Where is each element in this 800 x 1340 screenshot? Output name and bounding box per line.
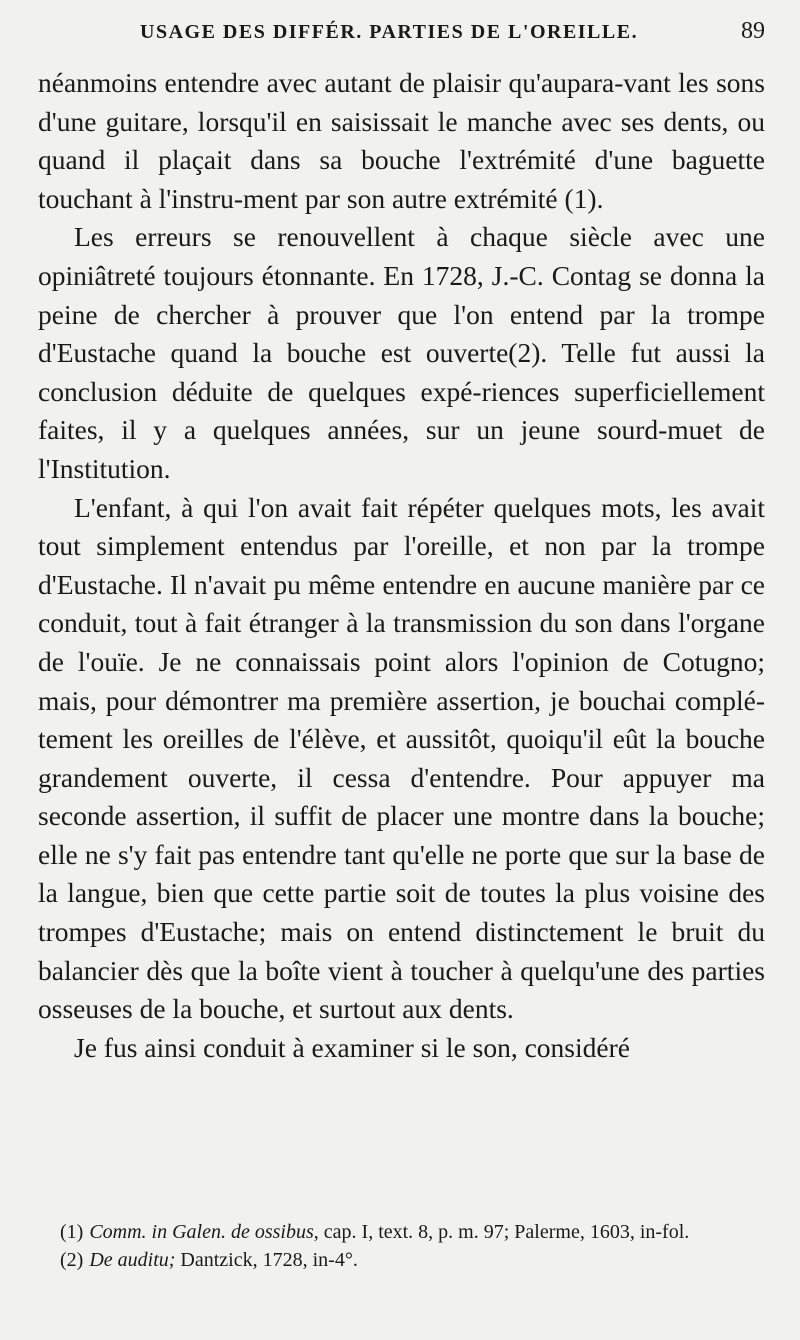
footnote-mark: (2) bbox=[60, 1249, 84, 1271]
footnote-citation: Dantzick, 1728, in-4°. bbox=[175, 1249, 358, 1271]
footnote-title: Comm. in Galen. de ossibus bbox=[89, 1221, 314, 1243]
paragraph: Je fus ainsi conduit à examiner si le son, considéré bbox=[74, 1031, 630, 1063]
paragraph-continued: néanmoins entendre avec autant de plaisir qu'aupara-vant les sons d'une guitare, lorsqu'il en saisissait le manche avec ses dents, ou quand il plaçait dans sa bouche l'extrémité d'une baguette touchant à l'instru-ment par son autre extrémité (1). bbox=[38, 67, 765, 214]
paragraph: L'enfant, à qui l'on avait fait répéter quelques mots, les avait tout simplement entendus par l'oreille, et non par la trompe d'Eustache. Il n'avait pu même entendre en aucune manière par ce conduit, tout à fait étranger à la transmission du son dans l'organe de l'ouïe. Je ne connaissais point alors l'opinion de Cotugno; mais, pour démontrer ma première assertion, je bouchai complé-tement les oreilles de l'élève, et aussitôt, quoiqu'il eût la bouche grandement ouverte, il cessa d'entendre. Pour appuyer ma seconde assertion, il suffit de placer une montre dans la bouche; elle ne s'y fait pas entendre tant qu'elle ne porte que sur la base de la langue, bien que cette partie soit de toutes la plus voisine des trompes d'Eustache; mais on entend distinctement le bruit du balancier dès que la boîte vient à toucher à quelqu'une des parties osseuses de la bouche, et surtout aux dents. bbox=[38, 491, 765, 1025]
footnote-citation: , cap. I, text. 8, p. m. 97; Palerme, 1603, in-fol. bbox=[313, 1221, 690, 1243]
page-number: 89 bbox=[741, 18, 765, 44]
footnotes bbox=[38, 1218, 765, 1274]
footnote bbox=[38, 1218, 765, 1246]
footnote bbox=[38, 1246, 765, 1274]
running-title: USAGE DES DIFFÉR. PARTIES DE L'OREILLE. bbox=[140, 21, 639, 43]
footnote-mark: (1) bbox=[60, 1221, 84, 1243]
page-header bbox=[140, 18, 765, 50]
footnote-title: De auditu; bbox=[89, 1249, 176, 1271]
main-text bbox=[38, 64, 765, 1067]
paragraph: Les erreurs se renouvellent à chaque siècle avec une opiniâtreté toujours étonnante. En 1728, J.-C. Contag se donna la peine de chercher à prouver que l'on entend par la trompe d'Eustache quand la bouche est ouverte(2). Telle fut aussi la conclusion déduite de quelques expé-riences superficiellement faites, il y a quelques années, sur un jeune sourd-muet de l'Institution. bbox=[38, 221, 765, 484]
